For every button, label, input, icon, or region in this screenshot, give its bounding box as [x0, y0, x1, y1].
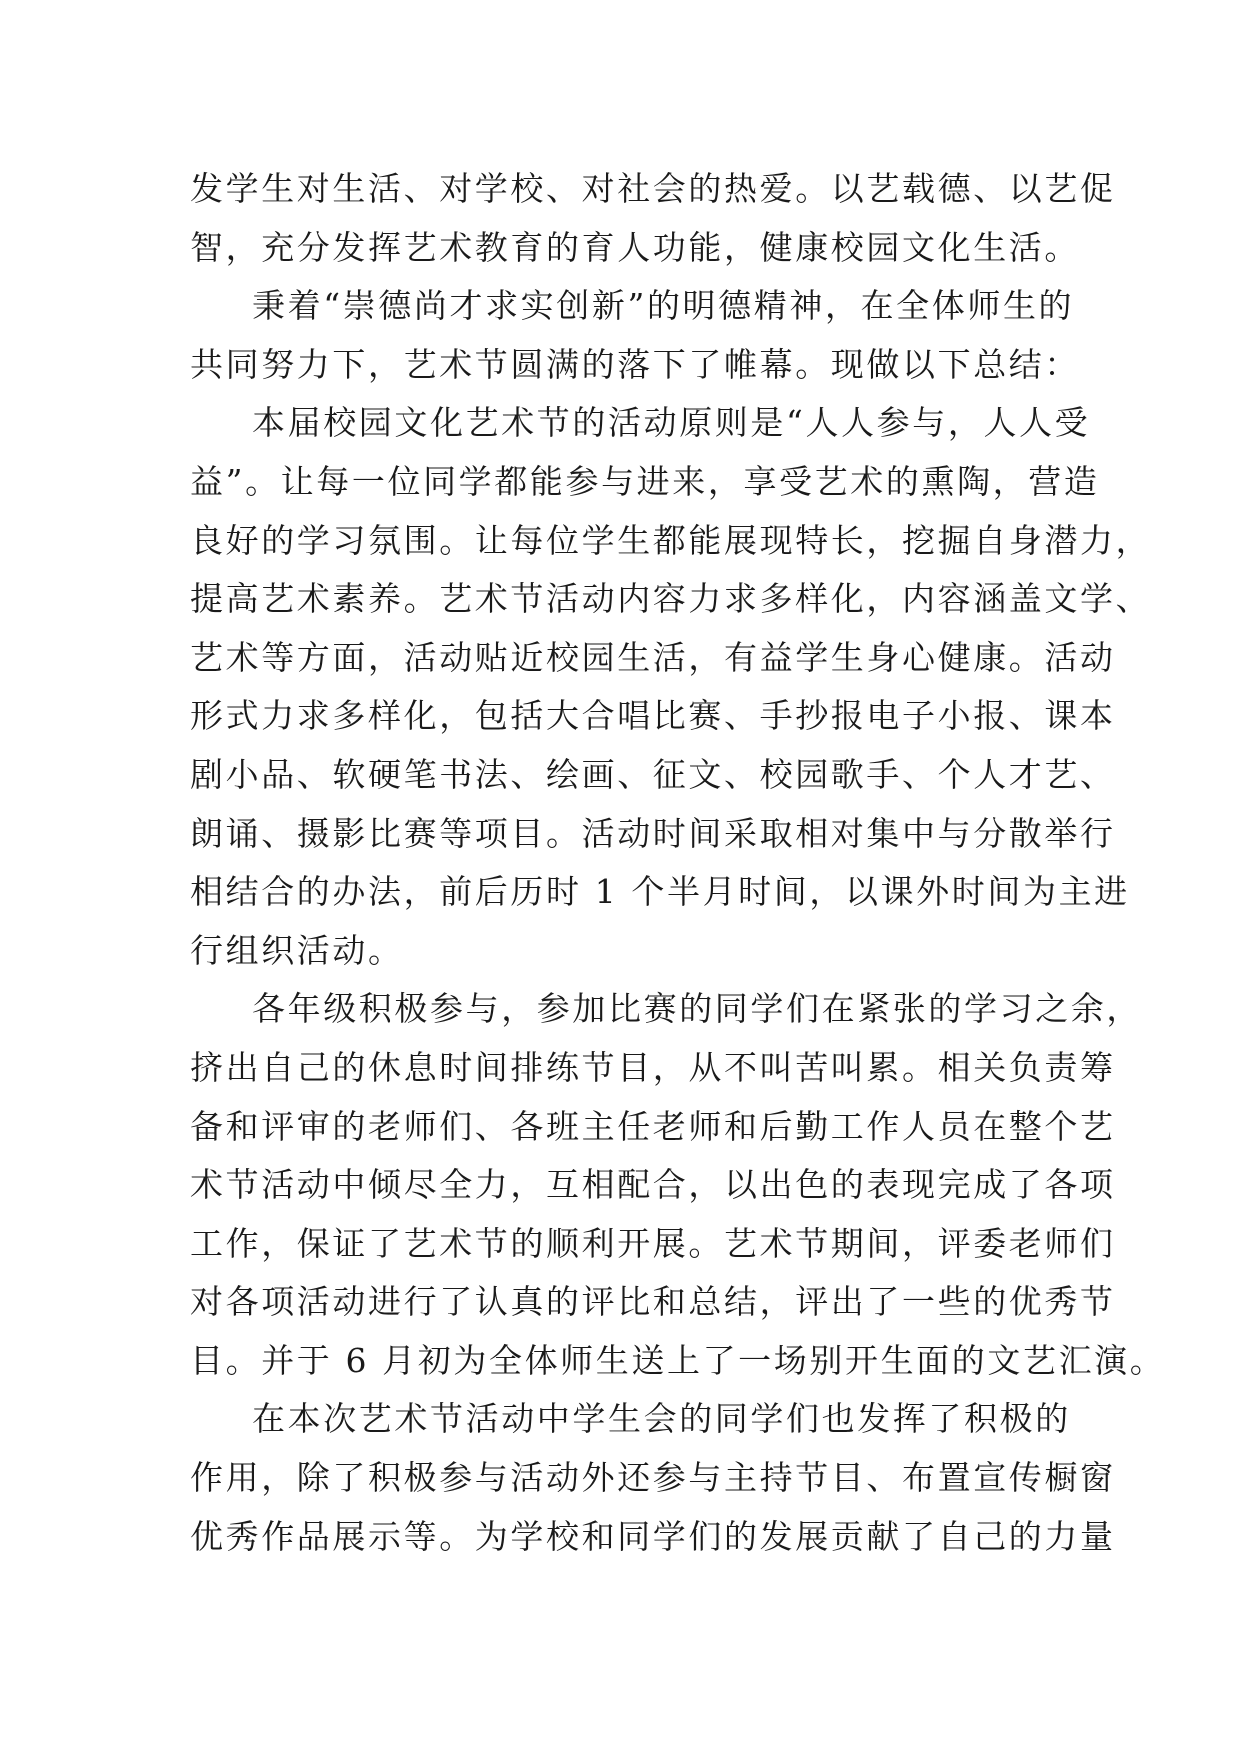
- text-line: 行组织活动。: [190, 930, 404, 970]
- text-line: 发学生对生活、对学校、对社会的热爱。以艺载德、以艺促: [190, 169, 1116, 208]
- text-line: 形式力求多样化，包括大合唱比赛、手抄报电子小报、课本: [190, 696, 1116, 736]
- text-line: 工作，保证了艺术节的顺利开展。艺术节期间，评委老师们: [190, 1223, 1116, 1263]
- text-line: 作用，除了积极参与活动外还参与主持节目、布置宣传橱窗: [190, 1458, 1116, 1498]
- text-line: 各年级积极参与，参加比赛的同学们在紧张的学习之余，: [252, 989, 1142, 1029]
- text-line: 益”。让每一位同学都能参与进来，享受艺术的熏陶，营造: [190, 461, 1100, 501]
- text-line: 共同努力下，艺术节圆满的落下了帷幕。现做以下总结：: [190, 344, 1080, 384]
- text-line: 良好的学习氛围。让每位学生都能展现特长，挖掘自身潜力，: [190, 520, 1152, 560]
- text-line: 备和评审的老师们、各班主任老师和后勤工作人员在整个艺: [190, 1106, 1116, 1146]
- text-line: 提高艺术素养。艺术节活动内容力求多样化，内容涵盖文学、: [190, 579, 1152, 619]
- text-line: 朗诵、摄影比赛等项目。活动时间采取相对集中与分散举行: [190, 813, 1116, 853]
- text-line: 剧小品、软硬笔书法、绘画、征文、校园歌手、个人才艺、: [190, 754, 1116, 794]
- text-line: 艺术等方面，活动贴近校园生活，有益学生身心健康。活动: [190, 637, 1116, 677]
- body-text: [190, 160, 1166, 1566]
- text-line: 挤出自己的休息时间排练节目，从不叫苦叫累。相关负责筹: [190, 1047, 1116, 1087]
- text-line: 在本次艺术节活动中学生会的同学们也发挥了积极的: [252, 1399, 1071, 1439]
- text-line: 相结合的办法，前后历时 1 个半月时间，以课外时间为主进: [190, 872, 1130, 912]
- text-line: 术节活动中倾尽全力，互相配合，以出色的表现完成了各项: [190, 1165, 1116, 1205]
- text-line: 本届校园文化艺术节的活动原则是“人人参与，人人受: [252, 403, 1091, 443]
- text-line: 智，充分发挥艺术教育的育人功能，健康校园文化生活。: [190, 227, 1080, 267]
- text-line: 优秀作品展示等。为学校和同学们的发展贡献了自己的力量: [190, 1516, 1116, 1556]
- text-line: 对各项活动进行了认真的评比和总结，评出了一些的优秀节: [190, 1282, 1116, 1322]
- text-line: 目。并于 6 月初为全体师生送上了一场别开生面的文艺汇演。: [190, 1340, 1166, 1380]
- text-line: 秉着“崇德尚才求实创新”的明德精神，在全体师生的: [252, 286, 1075, 326]
